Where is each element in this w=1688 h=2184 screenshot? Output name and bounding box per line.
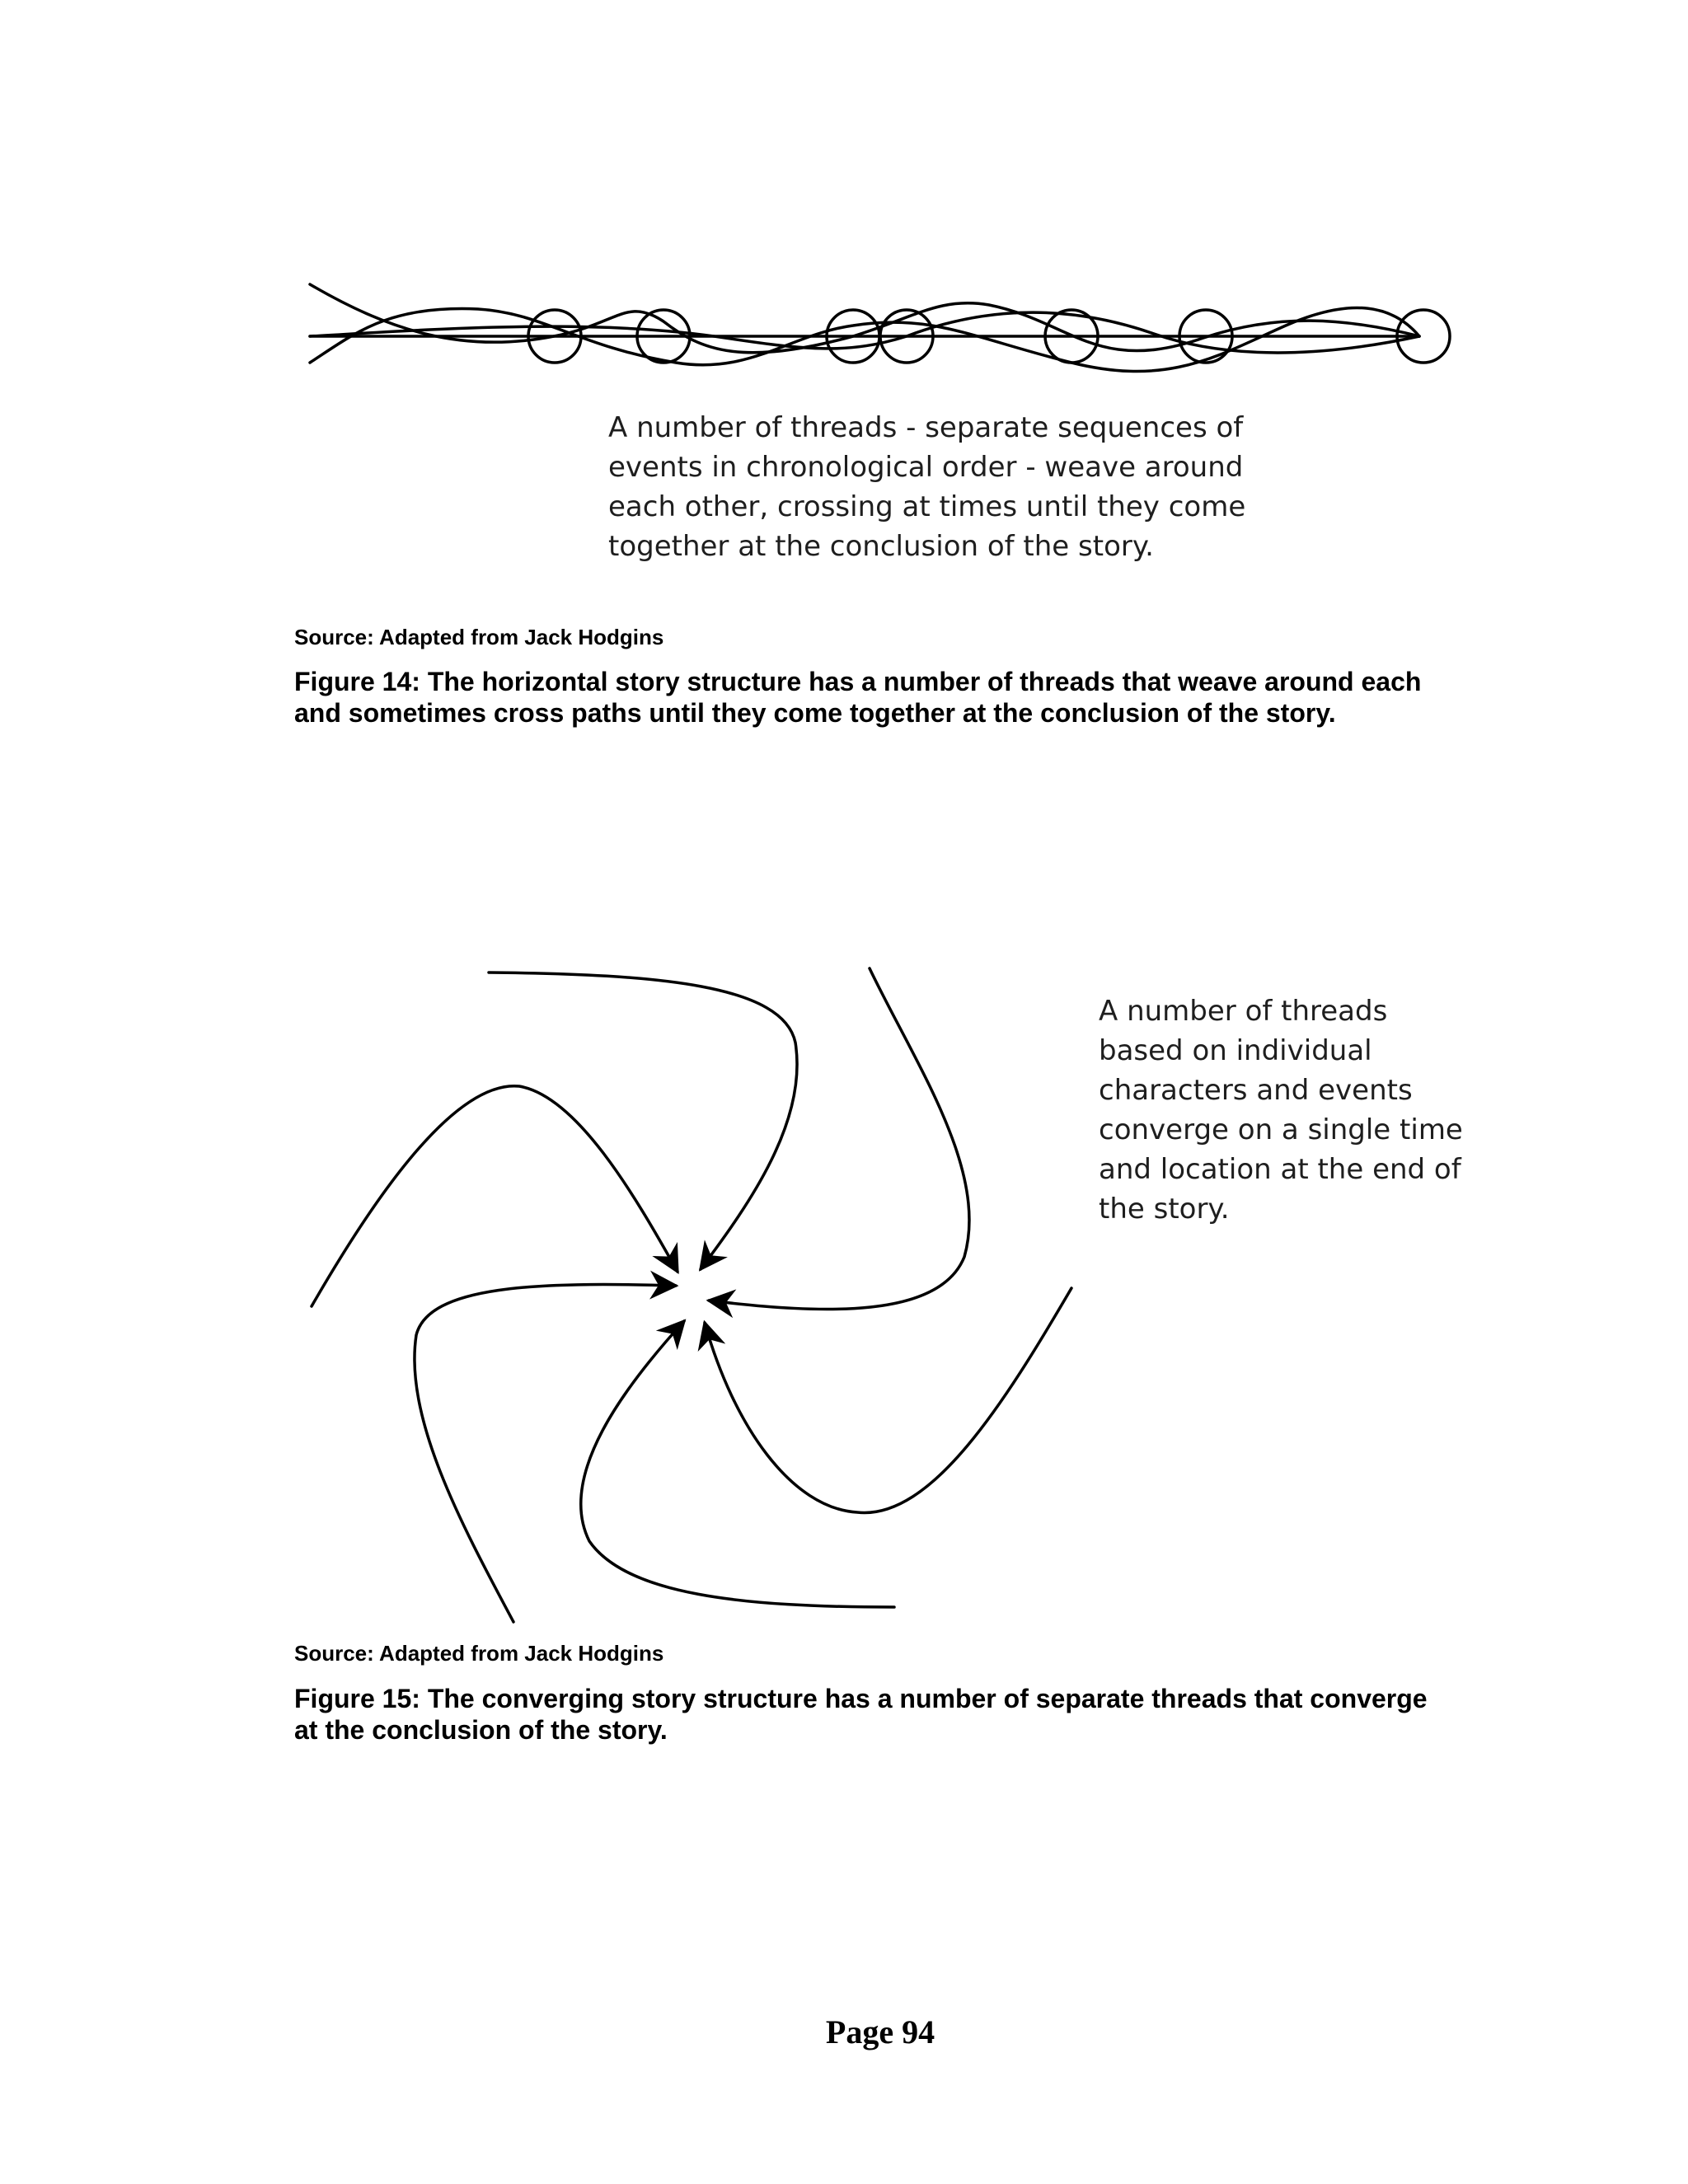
figure-15-annotation [1099,991,1527,1229]
caption-line: and sometimes cross paths until they come together at the conclusion of the story. [294,698,1336,728]
annotation-line: and location at the end of [1099,1153,1461,1186]
annotation-line: A number of threads - separate sequences of [608,411,1244,444]
weaving-thread-a [310,284,1419,353]
converging-thread-4 [581,1321,894,1607]
annotation-line: A number of threads [1099,995,1388,1028]
caption-line: Figure 15: The converging story structure has a number of separate threads that converge [294,1684,1428,1713]
caption-line: at the conclusion of the story. [294,1715,668,1745]
annotation-line: characters and events [1099,1074,1413,1107]
weaving-thread-b [310,307,1419,371]
converging-thread-3 [705,1288,1071,1512]
page-number: Page 94 [825,2013,935,2050]
converging-thread-2 [709,968,969,1310]
annotation-line: based on individual [1099,1034,1372,1067]
annotation-line: each other, crossing at times until they come [608,490,1246,523]
converging-thread-1 [489,972,797,1269]
figure-15-source: Source: Adapted from Jack Hodgins [294,1641,664,1666]
caption-line: Figure 14: The horizontal story structure has a number of threads that weave around each [294,667,1422,696]
figure-14-caption [294,666,1481,729]
figure-15-caption [294,1683,1481,1746]
annotation-line: converge on a single time [1099,1113,1463,1146]
annotation-line: together at the conclusion of the story. [608,530,1154,563]
figure-14-source: Source: Adapted from Jack Hodgins [294,625,664,649]
annotation-line: the story. [1099,1193,1230,1226]
figure-14-annotation [608,408,1284,566]
converging-thread-5 [415,1285,676,1622]
annotation-line: events in chronological order - weave around [608,451,1244,484]
converging-thread-6 [312,1086,678,1306]
